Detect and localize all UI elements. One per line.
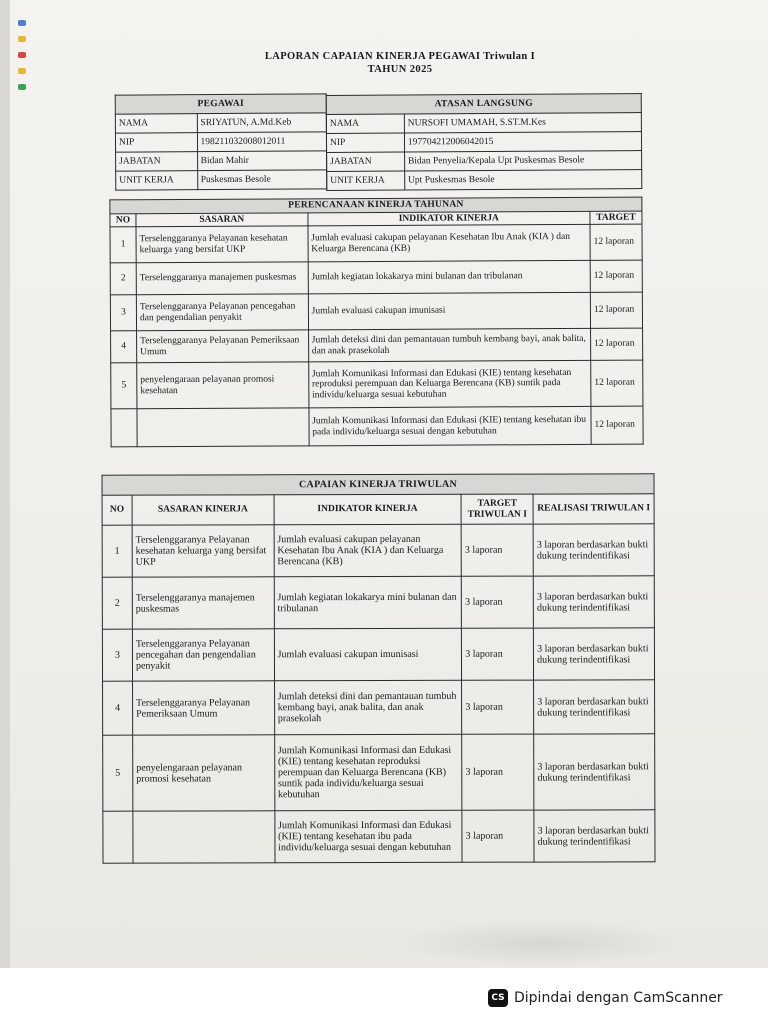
capaian-indikator: Jumlah Komunikasi Informasi dan Edukasi (KIE) tentang kesehatan reproduksi perempuan dan Keluarga Berencana (KB) suntik pada individu/keluarga sesuai kebutuhan xyxy=(274,734,462,810)
capaian-indikator: Jumlah Komunikasi Informasi dan Edukasi (KIE) tentang kesehatan ibu pada individu/keluarga sesuai dengan kebutuhan xyxy=(275,810,463,862)
pegawai-row xyxy=(116,151,327,171)
atasan-header: ATASAN LANGSUNG xyxy=(326,94,641,115)
perencanaan-row xyxy=(110,260,642,295)
col-target: TARGET xyxy=(590,211,642,225)
col-indikator-kinerja: INDIKATOR KINERJA xyxy=(274,494,462,524)
pegawai-label: NAMA xyxy=(115,114,197,133)
capaian-column-headers xyxy=(102,494,654,525)
capaian-no: 1 xyxy=(102,525,132,577)
capaian-sasaran: Terselenggaranya Pelayanan Pemeriksaan Umum xyxy=(132,681,274,735)
perencanaan-no: 1 xyxy=(110,227,136,263)
capaian-target: 3 laporan xyxy=(462,810,534,862)
pegawai-row xyxy=(116,170,327,190)
perencanaan-indikator: Jumlah Komunikasi Informasi dan Edukasi (KIE) tentang kesehatan reproduksi perempuan dan Keluarga Berencana (KB) suntik pada individu/keluarga sesuai kebutuhan xyxy=(308,360,591,407)
capaian-realisasi: 3 laporan berdasarkan bukti dukung terindentifikasi xyxy=(534,734,655,810)
capaian-sasaran: penyelengaraan pelayanan promosi kesehatan xyxy=(133,735,275,811)
pegawai-label: NIP xyxy=(115,133,197,152)
edge-mark xyxy=(18,84,26,90)
perencanaan-row xyxy=(110,292,642,331)
atasan-row xyxy=(326,113,641,134)
capaian-realisasi: 3 laporan berdasarkan bukti dukung terindentifikasi xyxy=(534,628,655,680)
capaian-no: 5 xyxy=(103,735,133,811)
perencanaan-target: 12 laporan xyxy=(591,360,643,406)
report-title xyxy=(180,50,620,76)
capaian-row xyxy=(103,680,655,735)
atasan-value: 197704212006042015 xyxy=(404,132,641,152)
capaian-sasaran: Terselenggaranya manajemen puskesmas xyxy=(132,577,274,629)
capaian-indikator: Jumlah evaluasi cakupan imunisasi xyxy=(274,628,462,680)
capaian-no xyxy=(103,811,133,863)
capaian-table xyxy=(101,473,655,863)
perencanaan-indikator: Jumlah deteksi dini dan pemantauan tumbuh kembang bayi, anak balita, dan anak prasekolah xyxy=(308,328,590,361)
col-no: NO xyxy=(102,495,132,525)
atasan-value: Upt Puskesmas Besole xyxy=(405,170,642,190)
capaian-realisasi: 3 laporan berdasarkan bukti dukung terindentifikasi xyxy=(534,680,655,734)
capaian-no: 3 xyxy=(102,629,132,681)
perencanaan-rows xyxy=(110,224,643,447)
capaian-header: CAPAIAN KINERJA TRIWULAN xyxy=(102,474,654,495)
perencanaan-sasaran: Terselenggaranya Pelayanan kesehatan keluarga yang bersifat UKP xyxy=(136,226,308,263)
perencanaan-sasaran: Terselenggaranya Pelayanan Pemeriksaan Umum xyxy=(137,330,309,363)
camscanner-watermark xyxy=(488,988,723,1008)
col-no: NO xyxy=(110,213,136,227)
camscanner-logo-icon: CS xyxy=(488,989,508,1007)
capaian-sasaran xyxy=(133,811,275,863)
capaian-sasaran: Terselenggaranya Pelayanan pencegahan dan pengendalian penyakit xyxy=(132,629,274,681)
col-indikator: INDIKATOR KINERJA xyxy=(308,211,590,226)
perencanaan-no xyxy=(111,409,137,447)
atasan-rows xyxy=(326,113,641,191)
atasan-table xyxy=(326,93,643,191)
report-title-line2: TAHUN 2025 xyxy=(367,64,433,75)
capaian-sasaran: Terselenggaranya Pelayanan kesehatan keluarga yang bersifat UKP xyxy=(132,525,274,577)
atasan-row xyxy=(327,151,642,172)
perencanaan-target: 12 laporan xyxy=(591,406,643,444)
capaian-realisasi: 3 laporan berdasarkan bukti dukung terindentifikasi xyxy=(534,810,655,862)
perencanaan-indikator: Jumlah kegiatan lokakarya mini bulanan dan tribulanan xyxy=(308,260,590,293)
capaian-target: 3 laporan xyxy=(462,680,534,734)
edge-mark xyxy=(18,68,26,74)
pegawai-value: Bidan Mahir xyxy=(197,151,327,171)
capaian-indikator: Jumlah kegiatan lokakarya mini bulanan dan tribulanan xyxy=(274,576,462,628)
pegawai-value: 198211032008012011 xyxy=(197,132,327,152)
perencanaan-no: 4 xyxy=(111,331,137,363)
edge-mark xyxy=(18,20,26,26)
edge-mark xyxy=(18,36,26,42)
pegawai-label: UNIT KERJA xyxy=(116,171,198,190)
edge-mark xyxy=(18,52,26,58)
capaian-no: 4 xyxy=(103,681,133,735)
perencanaan-no: 5 xyxy=(111,363,137,409)
edge-color-marks xyxy=(18,20,28,120)
perencanaan-no: 3 xyxy=(110,295,136,331)
col-realisasi-triwulan: REALISASI TRIWULAN I xyxy=(533,494,654,524)
perencanaan-sasaran: Terselenggaranya manajemen puskesmas xyxy=(136,262,308,295)
capaian-no: 2 xyxy=(102,577,132,629)
atasan-row xyxy=(326,132,641,153)
pegawai-header: PEGAWAI xyxy=(115,94,326,114)
pegawai-table xyxy=(115,93,328,190)
capaian-indikator: Jumlah deteksi dini dan pemantauan tumbuh kembang bayi, anak balita, dan anak prasekolah xyxy=(274,680,462,734)
atasan-value: Bidan Penyelia/Kepala Upt Puskesmas Besole xyxy=(404,151,641,171)
pegawai-rows xyxy=(115,113,326,190)
perencanaan-sasaran: penyelengaraan pelayanan promosi kesehatan xyxy=(137,362,309,409)
perencanaan-indikator: Jumlah Komunikasi Informasi dan Edukasi (KIE) tentang kesehatan ibu pada individu/keluarga sesuai dengan kebutuhan xyxy=(309,406,592,445)
perencanaan-row xyxy=(111,328,643,363)
capaian-row xyxy=(102,628,654,681)
pegawai-label: JABATAN xyxy=(116,152,198,171)
perencanaan-table xyxy=(109,197,643,448)
atasan-label: JABATAN xyxy=(327,152,405,171)
capaian-indikator: Jumlah evaluasi cakupan pelayanan Kesehatan Ibu Anak (KIA ) dan Keluarga Berencana (KB) xyxy=(274,524,462,576)
perencanaan-sasaran: Terselenggaranya Pelayanan pencegahan dan pengendalian penyakit xyxy=(136,294,308,331)
col-sasaran: SASARAN xyxy=(136,212,308,226)
pegawai-row xyxy=(115,132,326,152)
col-target-triwulan: TARGET TRIWULAN I xyxy=(461,494,533,524)
perencanaan-sasaran xyxy=(137,408,309,447)
capaian-target: 3 laporan xyxy=(462,734,534,810)
perencanaan-indikator: Jumlah evaluasi cakupan pelayanan Kesehatan Ibu Anak (KIA ) dan Keluarga Berencana (KB) xyxy=(308,224,591,261)
atasan-label: UNIT KERJA xyxy=(327,171,405,190)
perencanaan-header: PERENCANAAN KINERJA TAHUNAN xyxy=(110,197,642,213)
capaian-rows xyxy=(102,524,655,863)
capaian-row xyxy=(102,576,654,629)
capaian-realisasi: 3 laporan berdasarkan bukti dukung terindentifikasi xyxy=(533,576,654,628)
perencanaan-no: 2 xyxy=(110,263,136,295)
perencanaan-row xyxy=(110,224,642,263)
col-sasaran-kinerja: SASARAN KINERJA xyxy=(132,495,274,525)
pegawai-row xyxy=(115,113,326,133)
perencanaan-target: 12 laporan xyxy=(590,292,642,328)
capaian-target: 3 laporan xyxy=(462,628,534,680)
perencanaan-row xyxy=(111,406,643,447)
perencanaan-row xyxy=(111,360,643,409)
report-title-line1: LAPORAN CAPAIAN KINERJA PEGAWAI Triwulan I xyxy=(264,51,536,62)
atasan-label: NAMA xyxy=(326,114,404,133)
pegawai-value: SRIYATUN, A.Md.Keb xyxy=(197,113,327,133)
camscanner-label: Dipindai dengan CamScanner xyxy=(514,990,723,1006)
perencanaan-target: 12 laporan xyxy=(591,328,643,360)
capaian-target: 3 laporan xyxy=(461,576,533,628)
capaian-target: 3 laporan xyxy=(461,524,533,576)
capaian-row xyxy=(102,524,654,577)
scan-smudge xyxy=(392,920,688,966)
capaian-row xyxy=(103,734,655,811)
atasan-label: NIP xyxy=(326,133,404,152)
perencanaan-target: 12 laporan xyxy=(590,224,642,260)
perencanaan-target: 12 laporan xyxy=(590,260,642,292)
pegawai-value: Puskesmas Besole xyxy=(197,170,327,190)
perencanaan-indikator: Jumlah evaluasi cakupan imunisasi xyxy=(308,292,591,329)
atasan-value: NURSOFI UMAMAH, S.ST.M.Kes xyxy=(404,113,641,133)
atasan-row xyxy=(327,170,642,191)
capaian-realisasi: 3 laporan berdasarkan bukti dukung terindentifikasi xyxy=(533,524,654,576)
capaian-row xyxy=(103,810,655,863)
